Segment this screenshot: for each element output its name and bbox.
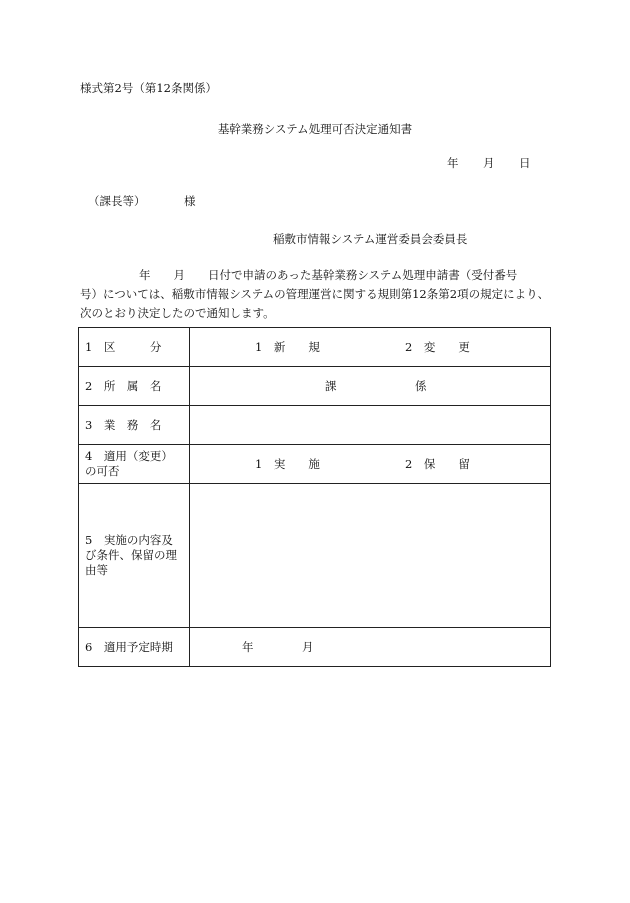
sender: 稲敷市情報システム運営委員会委員長 [273, 232, 468, 246]
date-year: 年 [447, 156, 459, 170]
schedule-year: 年 [242, 640, 254, 654]
option-change: 2 変 更 [405, 340, 470, 354]
row-value [190, 328, 551, 367]
row-label: 1 区 分 [79, 328, 190, 367]
date-month: 月 [483, 156, 495, 170]
table-row [79, 406, 551, 445]
row-label: 6 適用予定時期 [79, 628, 190, 667]
body-line-3: 次のとおり決定したので通知します。 [80, 306, 275, 320]
department-suffix: 課 [325, 379, 337, 393]
body-line-2: 号）については、稲敷市情報システムの管理運営に関する規則第12条第2項の規定により、 [80, 287, 550, 301]
body-line-1: 年 月 日付で申請のあった基幹業務システム処理申請書（受付番号 [116, 268, 518, 282]
row-label: 5 実施の内容及び条件、保留の理由等 [79, 484, 190, 628]
form-number: 様式第2号（第12条関係） [80, 81, 217, 95]
row-value [190, 628, 551, 667]
honorific: 様 [184, 194, 196, 208]
row-value [190, 367, 551, 406]
row-value [190, 406, 551, 445]
row-label: 3 業 務 名 [79, 406, 190, 445]
table-row [79, 328, 551, 367]
decision-table [78, 327, 551, 667]
row-label: 2 所 属 名 [79, 367, 190, 406]
addressee: （課長等） [88, 194, 146, 208]
table-row [79, 628, 551, 667]
body-text [80, 266, 560, 323]
table-row [79, 445, 551, 484]
document-title: 基幹業務システム処理可否決定通知書 [217, 122, 413, 136]
option-new: 1 新 規 [255, 340, 320, 354]
section-suffix: 係 [415, 379, 427, 393]
table-row [79, 484, 551, 628]
row-value [190, 484, 551, 628]
date-line [447, 155, 531, 171]
schedule-month: 月 [302, 640, 314, 654]
row-value [190, 445, 551, 484]
row-label: 4 適用（変更）の可否 [79, 445, 190, 484]
table-row [79, 367, 551, 406]
option-hold: 2 保 留 [405, 457, 470, 471]
option-implement: 1 実 施 [255, 457, 320, 471]
date-day: 日 [519, 156, 531, 170]
